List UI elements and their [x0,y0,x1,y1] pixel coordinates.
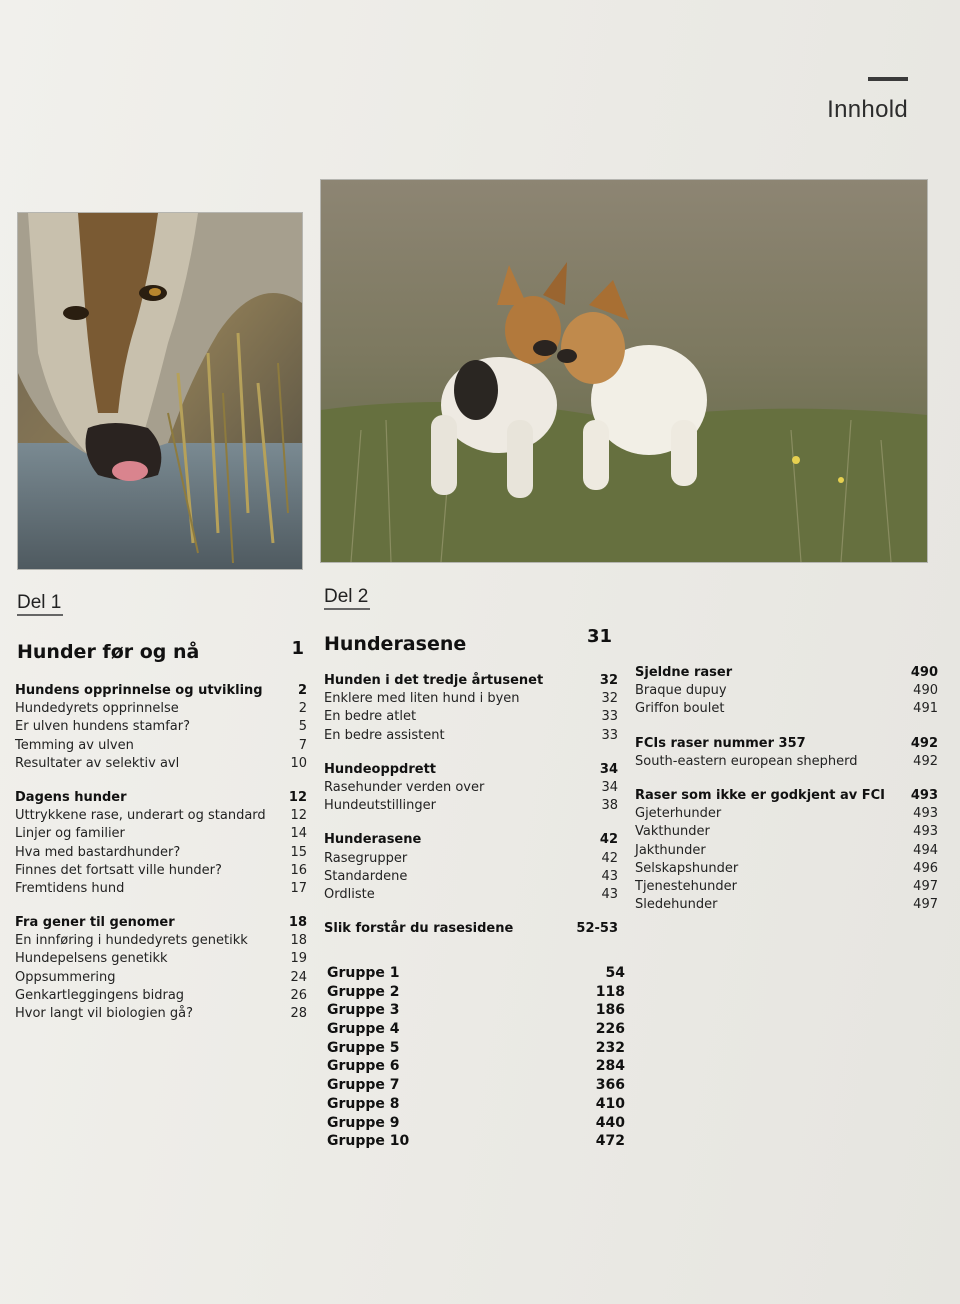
toc-entry-page: 10 [290,755,307,771]
toc-entry [15,950,307,968]
toc-entry-page: 17 [290,880,307,896]
del1-label: Del 1 [17,592,62,613]
toc-group-entry [327,983,625,1002]
del1-contents [15,682,307,1023]
toc-group-entry-page: 226 [595,1021,625,1038]
toc-entry-page: 5 [298,719,307,735]
toc-group-entry-label: Gruppe 6 [327,1058,400,1075]
toc-entry-page: 2 [298,701,307,717]
toc-section-heading-page: 42 [599,832,618,848]
del2-contents [324,672,618,938]
toc-section-heading-page: 492 [910,735,938,751]
toc-section-heading-label: Hundeoppdrett [324,761,437,777]
toc-entry-label: Resultater av selektiv avl [15,755,180,771]
toc-entry-label: Hundepelsens genetikk [15,951,168,967]
toc-entry-page: 493 [913,824,938,840]
toc-section-heading-label: Hunden i det tredje årtusenet [324,673,544,688]
toc-entry-label: Rasehunder verden over [324,779,485,795]
toc-entry [324,886,618,904]
toc-group-entry-label: Gruppe 2 [327,983,400,1000]
toc-entry-label: Hundedyrets opprinnelse [15,701,179,717]
toc-section-heading-label: FCIs raser nummer 357 [635,735,806,751]
toc-group-entry-page: 186 [595,1002,625,1019]
toc-entry [15,807,307,825]
toc-entry [324,690,618,708]
toc-section-heading [324,761,618,779]
toc-entry-label: Er ulven hundens stamfar? [15,719,191,735]
toc-group-entry-page: 284 [595,1058,625,1075]
toc-entry-label: Oppsummering [15,969,116,985]
toc-entry-page: 14 [290,826,307,842]
wolf-drinking-image [18,213,302,569]
toc-entry-label: Hundeutstillinger [324,798,436,814]
toc-section-heading-page: 490 [910,665,938,680]
toc-group-entry [327,1001,625,1020]
toc-group-entry-page: 410 [595,1095,625,1112]
toc-entry [635,878,938,896]
toc-entry [635,860,938,878]
header-rule [868,77,908,81]
toc-section-heading [324,672,618,690]
toc-entry-label: Rasegrupper [324,850,408,866]
toc-section-heading-page: 18 [288,915,307,931]
del2-title: Hunderasene [324,633,467,655]
toc-entry-label: Enklere med liten hund i byen [324,691,520,707]
toc-section-heading-page: 2 [297,683,307,698]
toc-entry-label: Fremtidens hund [15,880,125,896]
toc-entry-page: 490 [913,683,938,699]
toc-entry [635,753,938,771]
toc-section-heading-label: Hundens opprinnelse og utvikling [15,683,263,698]
toc-section-heading-page: 12 [288,789,307,805]
toc-entry-label: Uttrykkene rase, underart og standard [15,808,266,824]
toc-entry [635,682,938,700]
toc-entry-page: 493 [913,806,938,822]
toc-entry-page: 43 [601,868,618,884]
toc-section-heading-page: 34 [599,761,618,777]
toc-entry-page: 32 [601,691,618,707]
toc-entry-label: Braque dupuy [635,683,727,699]
toc-entry-page: 12 [290,808,307,824]
toc-group-entry-label: Gruppe 3 [327,1002,400,1019]
toc-entry-label: Genkartleggingens bidrag [15,987,185,1003]
toc-group-entry [327,1132,625,1151]
toc-entry-label: Hvor langt vil biologien gå? [15,1006,193,1021]
del2-label: Del 2 [324,586,369,607]
toc-section-heading [15,914,307,932]
toc-group-entry-label: Gruppe 4 [327,1021,400,1038]
toc-entry [324,727,618,745]
toc-section-heading-page: 32 [599,673,618,688]
toc-group-entry [327,1020,625,1039]
toc-group-entry-page: 472 [595,1133,625,1150]
toc-entry-label: South-eastern european shepherd [635,753,858,769]
wolf-photo [17,212,303,570]
toc-entry-page: 7 [298,737,307,753]
toc-entry-label: Vakthunder [635,824,710,840]
toc-entry-label: Tjenestehunder [635,878,737,894]
toc-group-entry-label: Gruppe 7 [327,1077,400,1094]
toc-entry [324,797,618,815]
toc-entry-page: 28 [290,1006,307,1021]
page-title: Innhold [827,96,908,123]
toc-section-heading [15,789,307,807]
del2-page: 31 [586,626,612,647]
toc-entry-page: 43 [601,886,618,902]
toc-section-heading [324,920,618,938]
toc-entry [635,896,938,914]
toc-section-heading-label: Slik forstår du rasesidene [324,921,514,937]
toc-section-heading-label: Hunderasene [324,832,422,848]
toc-section-heading-label: Fra gener til genomer [15,915,175,931]
toc-entry-label: En bedre assistent [324,727,445,743]
toc-entry [15,718,307,736]
toc-group-entry-page: 54 [605,965,625,981]
toc-entry-label: Selskapshunder [635,860,739,876]
toc-entry-page: 497 [913,878,938,894]
toc-entry-label: Griffon boulet [635,701,725,717]
toc-entry-page: 15 [290,844,307,860]
toc-group-entry [327,1076,625,1095]
toc-entry-page: 33 [601,709,618,725]
toc-section-heading-label: Sjeldne raser [635,665,733,680]
toc-entry-label: Standardene [324,868,408,884]
toc-entry [15,969,307,987]
toc-entry [15,862,307,880]
toc-entry [15,737,307,755]
toc-entry [15,755,307,773]
toc-section-heading-page: 52-53 [576,921,618,937]
terriers-photo [320,179,928,563]
toc-entry-label: Jakthunder [635,842,706,858]
toc-entry-page: 19 [290,951,307,967]
col3-contents [635,664,938,914]
toc-entry [635,805,938,823]
toc-entry-label: Temming av ulven [15,737,134,753]
toc-section-heading-label: Dagens hunder [15,789,127,805]
toc-entry [15,987,307,1005]
del1-page: 1 [291,638,304,659]
toc-entry-label: Ordliste [324,886,375,902]
toc-entry-label: Hva med bastardhunder? [15,844,181,860]
del2-rule [324,608,370,610]
toc-entry-page: 24 [290,969,307,985]
toc-entry [15,844,307,862]
terriers-image [321,180,927,562]
toc-entry-page: 42 [601,850,618,866]
toc-entry [324,868,618,886]
toc-group-entry-page: 118 [595,983,625,1000]
toc-entry [324,779,618,797]
toc-section-heading [635,787,938,805]
toc-group-entry-page: 366 [595,1077,625,1094]
toc-group-entry [327,1114,625,1133]
toc-entry-label: Finnes det fortsatt ville hunder? [15,862,222,878]
toc-group-entry-label: Gruppe 8 [327,1095,400,1112]
toc-group-entry-label: Gruppe 5 [327,1039,400,1056]
toc-section-heading [324,831,618,849]
toc-entry-page: 34 [601,779,618,795]
toc-entry-page: 38 [601,798,618,814]
toc-entry [15,1005,307,1023]
toc-entry [635,842,938,860]
toc-entry-label: Sledehunder [635,897,718,913]
toc-group-entry-page: 232 [595,1039,625,1056]
toc-group-entry [327,964,625,983]
toc-group-entry-label: Gruppe 1 [327,965,400,981]
toc-entry-label: Linjer og familier [15,826,125,842]
toc-entry [15,880,307,898]
toc-section-heading [635,735,938,753]
toc-entry-page: 497 [913,897,938,913]
toc-entry [324,850,618,868]
toc-section-heading [15,682,307,700]
toc-entry [15,825,307,843]
toc-entry-page: 33 [601,727,618,743]
toc-entry-page: 18 [290,933,307,949]
toc-entry-label: En bedre atlet [324,709,417,725]
del2-groups [327,964,625,1151]
toc-entry-page: 16 [290,862,307,878]
toc-entry [635,823,938,841]
toc-group-entry [327,1039,625,1058]
toc-group-entry-label: Gruppe 9 [327,1114,400,1131]
toc-entry-page: 26 [290,987,307,1003]
toc-entry-page: 496 [913,860,938,876]
toc-entry [15,700,307,718]
toc-entry [15,932,307,950]
toc-group-entry [327,1057,625,1076]
toc-entry [635,700,938,718]
toc-section-heading [635,664,938,682]
toc-entry-page: 491 [913,701,938,717]
toc-entry-label: Gjeterhunder [635,806,722,822]
toc-group-entry [327,1095,625,1114]
toc-entry [324,708,618,726]
del1-rule [17,614,63,616]
del1-title: Hunder før og nå [17,641,200,663]
toc-section-heading-page: 493 [910,787,938,803]
toc-entry-page: 492 [913,753,938,769]
toc-group-entry-label: Gruppe 10 [327,1133,410,1150]
toc-group-entry-page: 440 [595,1114,625,1131]
toc-entry-page: 494 [913,842,938,858]
toc-section-heading-label: Raser som ikke er godkjent av FCI [635,787,885,803]
toc-entry-label: En innføring i hundedyrets genetikk [15,933,248,949]
